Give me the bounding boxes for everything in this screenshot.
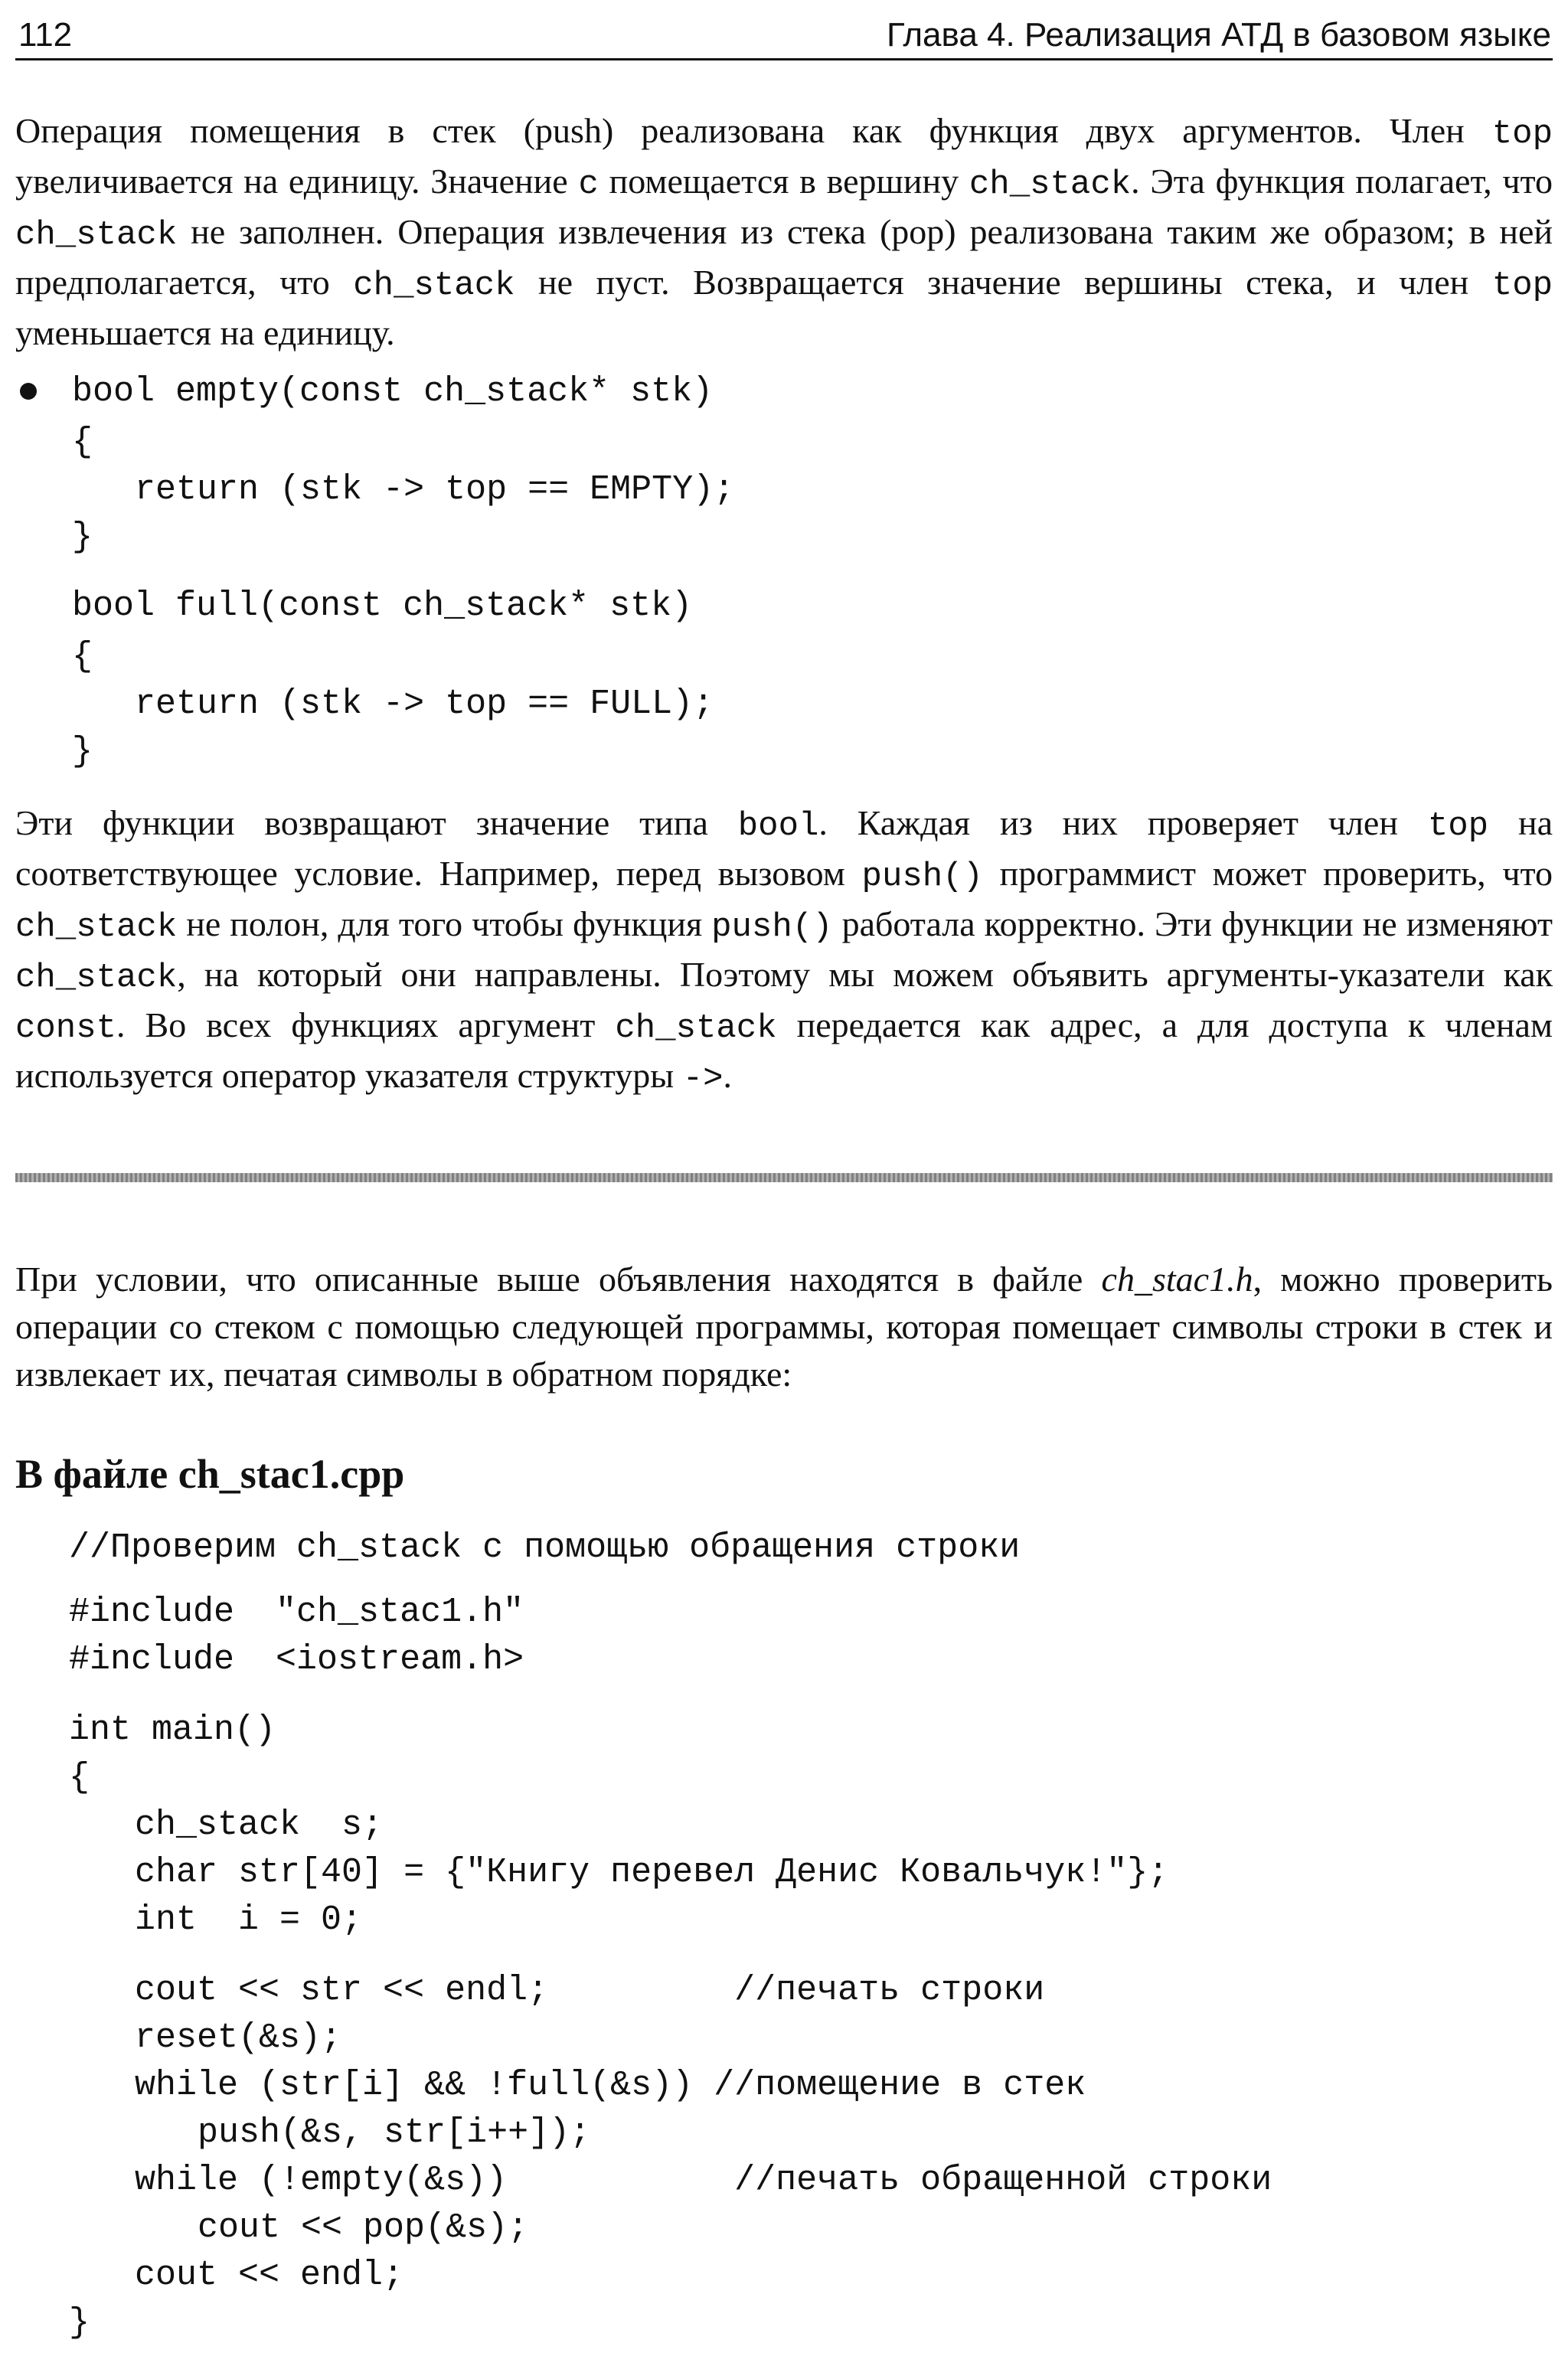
code-line: return (stk -> top == FULL); [93,685,714,724]
code-line: { [69,1758,90,1797]
code-line: return (stk -> top == EMPTY); [93,470,735,509]
code-line: } [72,518,93,557]
code-line: push(&s, str[i++]); [115,2113,591,2152]
paragraph-test-program: При условии, что описанные выше объявления находятся в файле ch_stac1.h, можно проверить операции со стеком с помощью следующей программы, которая помещает символы строки в стек и извлекает их, печатая символы в обратном порядке: [15,1260,1553,1394]
code-line: #include "ch_stac1.h" [69,1593,524,1632]
code-line: cout << pop(&s); [115,2208,529,2247]
code-line: char str[40] = {"Книгу перевел Денис Ковальчук!"}; [93,1853,1169,1892]
code-line: while (!empty(&s)) //печать обращенной строки [93,2161,1272,2200]
code-line: //Проверим ch_stack с помощью обращения строки [69,1528,1021,1567]
code-line: cout << str << endl; //печать строки [93,1971,1045,2010]
code-line: { [72,637,93,676]
code-line: } [69,2303,90,2342]
code-line: cout << endl; [93,2256,404,2295]
code-line: int i = 0; [93,1900,363,1939]
code-line: } [72,732,93,771]
book-page [15,0,1553,2379]
paragraph-bool-functions: Эти функции возвращают значение типа bool. Каждая из них проверяет член top на соответствующее условие. Например, перед вызовом push() программист может проверить, что ch_stack не полон, для того чтобы функция push() работала корректно. Эти функции не изменяют ch_stack, на который они направлены. Поэтому мы можем объявить аргументы-указатели как const. Во всех функциях аргумент ch_stack передается как адрес, а для доступа к членам используется оператор указателя структуры ->. [15,803,1553,1098]
code-line: while (str[i] && !full(&s)) //помещение в стек [93,2066,1086,2105]
chapter-title: Глава 4. Реализация АТД в базовом языке [886,16,1551,54]
code-line: bool empty(const ch_stack* stk) [72,372,714,411]
paragraph-push-pop: Операция помещения в стек (push) реализована как функция двух аргументов. Член top увеличивается на единицу. Значение c помещается в вершину ch_stack. Эта функция полагает, что ch_stack не заполнен. Операция извлечения из стека (pop) реализована таким же образом; в ней предполагается, что ch_stack не пуст. Возвращается значение вершины стека, и член top уменьшается на единицу. [15,111,1553,352]
file-heading: В файле ch_stac1.cpp [15,1451,405,1497]
code-line: bool full(const ch_stack* stk) [72,587,693,626]
code-line: { [72,423,93,462]
code-line: #include <iostream.h> [69,1640,524,1679]
page-number: 112 [18,16,73,54]
code-line: ch_stack s; [93,1805,384,1845]
code-line: int main() [69,1711,276,1750]
code-line: reset(&s); [93,2018,342,2057]
section-divider [15,1173,1553,1182]
running-header [15,12,1553,60]
